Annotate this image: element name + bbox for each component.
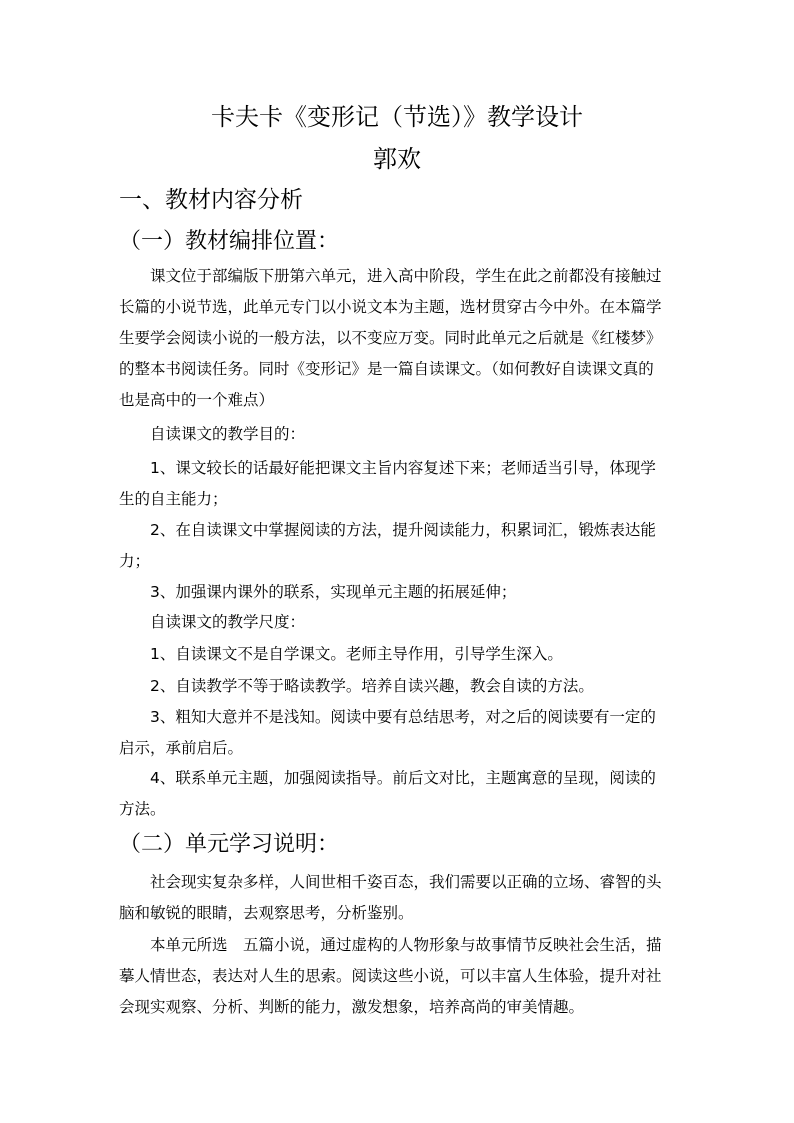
paragraph-line: 生要学会阅读小说的一般方法，以不变应万变。同时此单元之后就是《红楼梦》 xyxy=(119,329,662,347)
scale-item-line: 方法。 xyxy=(119,800,166,818)
paragraph-line: 摹人情世态，表达对人生的思索。阅读这些小说，可以丰富人生体验，提升对社 xyxy=(119,967,662,985)
scale-heading: 自读课文的教学尺度： xyxy=(150,613,306,631)
paragraph-line: 长篇的小说节选，此单元专门以小说文本为主题，选材贯穿古今中外。在本篇学 xyxy=(119,298,662,316)
paragraph-line: 脑和敏锐的眼睛，去观察思考，分析鉴别。 xyxy=(119,904,414,922)
subsection-heading-unit-notes: （二）单元学习说明： xyxy=(119,832,340,857)
goal-item-line: 1、课文较长的话最好能把课文主旨内容复述下来；老师适当引导，体现学 xyxy=(150,459,656,477)
section-heading-textbook-analysis: 一、教材内容分析 xyxy=(119,187,303,213)
document-title: 卡夫卡《变形记（节选）》教学设计 xyxy=(211,103,583,131)
paragraph-line: 的整本书阅读任务。同时《变形记》是一篇自读课文。（如何教好自读课文真的 xyxy=(119,360,654,378)
goal-item-line: 3、加强课内课外的联系，实现单元主题的拓展延伸； xyxy=(150,583,517,601)
paragraph-line: 本单元所选 五篇小说，通过虚构的人物形象与故事情节反映社会生活，描 xyxy=(150,936,662,954)
paragraph-line: 也是高中的一个难点） xyxy=(119,391,275,409)
paragraph-line: 社会现实复杂多样，人间世相千姿百态，我们需要以正确的立场、睿智的头 xyxy=(150,873,662,891)
paragraph-line: 课文位于部编版下册第六单元，进入高中阶段，学生在此之前都没有接触过 xyxy=(150,267,662,285)
scale-item-line: 3、粗知大意并不是浅知。阅读中要有总结思考，对之后的阅读要有一定的 xyxy=(150,708,656,726)
scale-item-line: 4、联系单元主题，加强阅读指导。前后文对比，主题寓意的呈现，阅读的 xyxy=(150,769,656,787)
goal-item-line: 生的自主能力； xyxy=(119,490,228,508)
goal-item-line: 力； xyxy=(119,552,151,570)
goal-item-line: 2、在自读课文中掌握阅读的方法，提升阅读能力，积累词汇，锻炼表达能 xyxy=(150,521,656,539)
paragraph-line: 会现实观察、分析、判断的能力，激发想象，培养高尚的审美情趣。 xyxy=(119,998,585,1016)
goals-heading: 自读课文的教学目的： xyxy=(150,425,306,443)
subsection-heading-placement: （一）教材编排位置： xyxy=(119,229,340,254)
document-author: 郭欢 xyxy=(373,145,421,173)
scale-item-line: 1、自读课文不是自学课文。老师主导作用，引导学生深入。 xyxy=(150,645,563,663)
scale-item-line: 2、自读教学不等于略读教学。培养自读兴趣，教会自读的方法。 xyxy=(150,677,594,695)
scale-item-line: 启示，承前启后。 xyxy=(119,739,244,757)
